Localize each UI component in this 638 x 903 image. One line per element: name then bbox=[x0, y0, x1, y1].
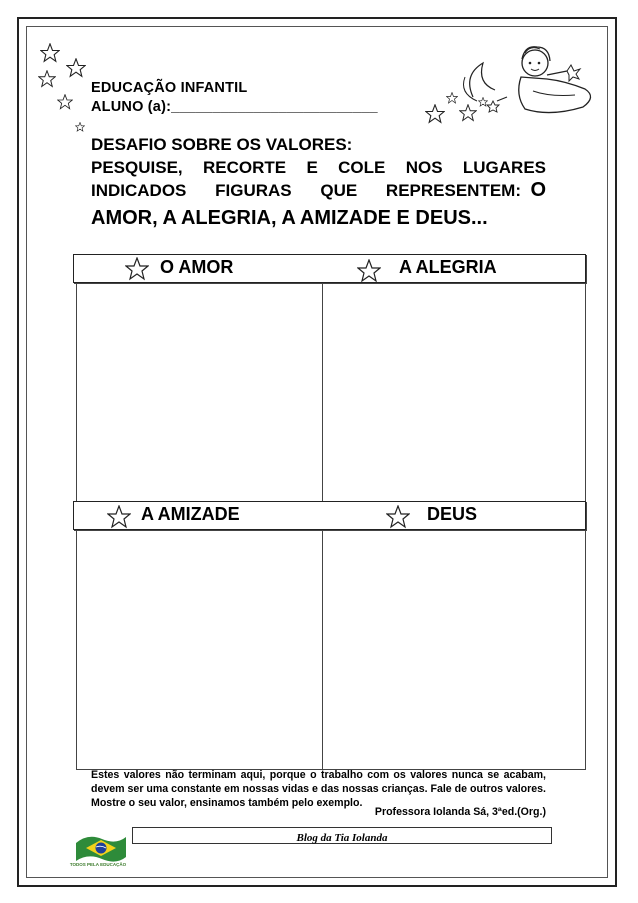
challenge-title: DESAFIO SOBRE OS VALORES: bbox=[91, 135, 353, 154]
blog-footer-box bbox=[132, 827, 552, 844]
star-icon bbox=[75, 122, 85, 132]
challenge-instruction-text: O bbox=[530, 179, 546, 201]
angel-illustration bbox=[455, 35, 605, 130]
blog-name: Blog da Tia Iolanda bbox=[296, 832, 388, 844]
box-label-amizade: A AMIZADE bbox=[141, 504, 240, 524]
star-icon bbox=[386, 505, 410, 529]
row-header-top bbox=[73, 254, 586, 283]
header-education-label: EDUCAÇÃO INFANTIL bbox=[91, 80, 248, 96]
student-name-field[interactable]: ALUNO (a):_________________________ bbox=[91, 99, 378, 115]
footer-signature: Professora Iolanda Sá, 3ªed.(Org.) bbox=[374, 806, 546, 818]
challenge-instruction-line bbox=[91, 181, 546, 201]
challenge-instruction-text: INDICADOS FIGURAS QUE REPRESENTEM: bbox=[91, 181, 521, 200]
star-icon bbox=[40, 43, 60, 63]
star-icon bbox=[66, 58, 86, 78]
challenge-instruction-line: PESQUISE, RECORTE E COLE NOS LUGARES bbox=[91, 158, 546, 177]
box-label-amor: O AMOR bbox=[160, 257, 234, 277]
footer-note: Estes valores não terminam aqui, porque o trabalho com os valores nunca se acabam, devem ser uma constante em nossas vidas e das nossas crianças. Fale de outros valores. Mostre o seu valor, ensinamos também pelo exemplo. bbox=[91, 769, 546, 809]
paste-area-amor[interactable] bbox=[78, 285, 320, 499]
paste-area-alegria[interactable] bbox=[324, 285, 584, 499]
star-icon bbox=[107, 505, 131, 529]
logo-caption: TODOS PELA EDUCAÇÃO bbox=[69, 862, 127, 867]
paste-area-amizade[interactable] bbox=[78, 532, 320, 768]
star-icon bbox=[125, 257, 149, 281]
star-icon bbox=[425, 104, 445, 124]
paste-area-deus[interactable] bbox=[324, 532, 584, 768]
box-label-alegria: A ALEGRIA bbox=[399, 257, 497, 277]
box-label-deus: DEUS bbox=[427, 504, 478, 524]
star-icon bbox=[57, 94, 73, 110]
star-icon bbox=[38, 70, 56, 88]
star-icon bbox=[357, 259, 381, 283]
challenge-values-list: AMOR, A ALEGRIA, A AMIZADE E DEUS... bbox=[91, 207, 488, 229]
